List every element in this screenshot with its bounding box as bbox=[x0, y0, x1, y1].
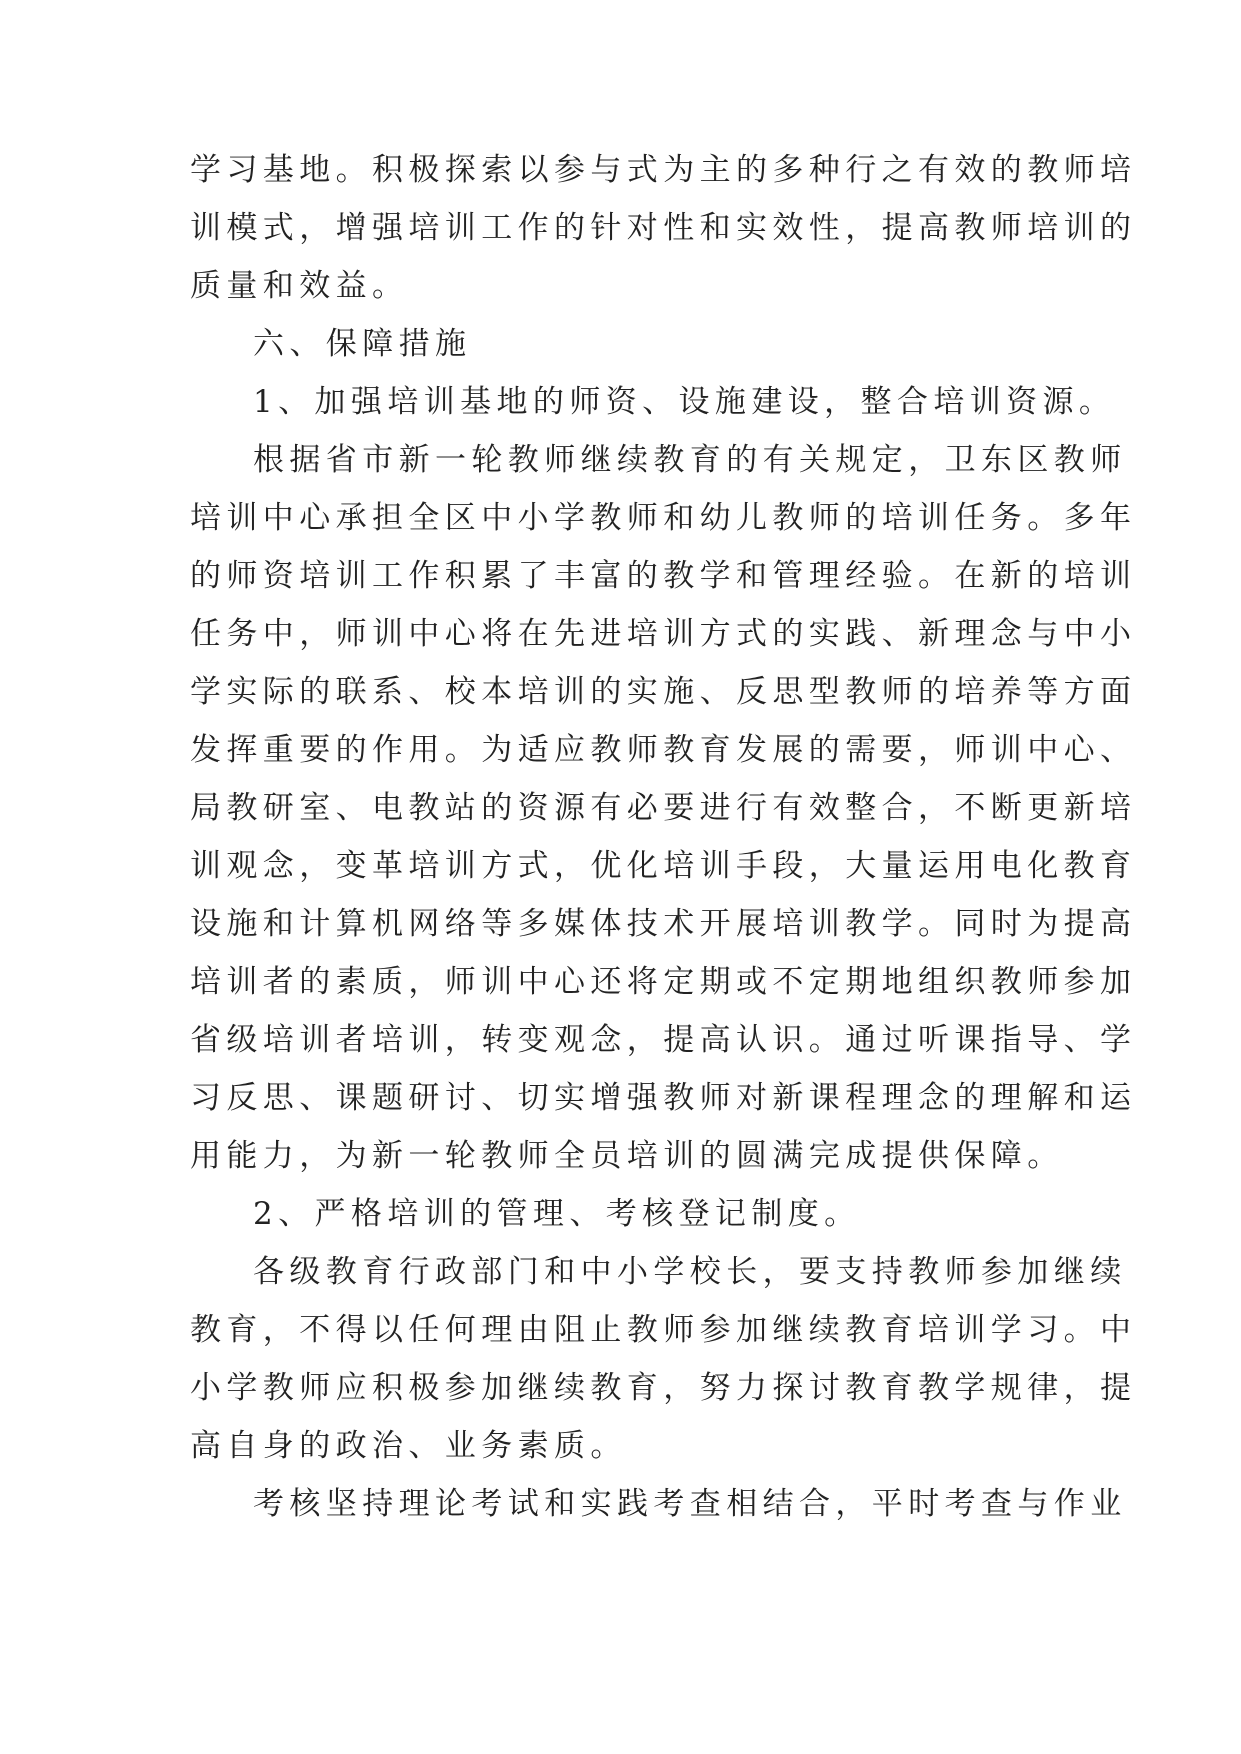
text-line: 用能力，为新一轮教师全员培训的圆满完成提供保障。 bbox=[190, 1138, 1064, 1174]
section-heading: 六、保障措施 bbox=[253, 326, 472, 362]
text-line: 的师资培训工作积累了丰富的教学和管理经验。在新的培训 bbox=[190, 558, 1137, 594]
text-line: 小学教师应积极参加继续教育，努力探讨教育教学规律，提 bbox=[190, 1370, 1137, 1406]
text-line: 训模式，增强培训工作的针对性和实效性，提高教师培训的 bbox=[190, 210, 1137, 246]
subsection-heading: 1、加强培训基地的师资、设施建设，整合培训资源。 bbox=[253, 384, 1116, 420]
text-line: 高自身的政治、业务素质。 bbox=[190, 1428, 627, 1464]
text-line: 根据省市新一轮教师继续教育的有关规定，卫东区教师 bbox=[253, 442, 1127, 478]
text-line: 质量和效益。 bbox=[190, 268, 409, 304]
text-line: 学实际的联系、校本培训的实施、反思型教师的培养等方面 bbox=[190, 674, 1137, 710]
text-line: 训观念，变革培训方式，优化培训手段，大量运用电化教育 bbox=[190, 848, 1137, 884]
text-line: 培训者的素质，师训中心还将定期或不定期地组织教师参加 bbox=[190, 964, 1137, 1000]
text-line: 发挥重要的作用。为适应教师教育发展的需要，师训中心、 bbox=[190, 732, 1137, 768]
text-line: 学习基地。积极探索以参与式为主的多种行之有效的教师培 bbox=[190, 152, 1137, 188]
text-line: 习反思、课题研讨、切实增强教师对新课程理念的理解和运 bbox=[190, 1080, 1137, 1116]
text-line: 设施和计算机网络等多媒体技术开展培训教学。同时为提高 bbox=[190, 906, 1137, 942]
text-line: 各级教育行政部门和中小学校长，要支持教师参加继续 bbox=[253, 1254, 1127, 1290]
text-line: 省级培训者培训，转变观念，提高认识。通过听课指导、学 bbox=[190, 1022, 1137, 1058]
text-line: 任务中，师训中心将在先进培训方式的实践、新理念与中小 bbox=[190, 616, 1137, 652]
text-line: 考核坚持理论考试和实践考查相结合，平时考查与作业 bbox=[253, 1486, 1127, 1522]
subsection-heading: 2、严格培训的管理、考核登记制度。 bbox=[253, 1196, 861, 1232]
text-line: 局教研室、电教站的资源有必要进行有效整合，不断更新培 bbox=[190, 790, 1137, 826]
text-line: 培训中心承担全区中小学教师和幼儿教师的培训任务。多年 bbox=[190, 500, 1137, 536]
text-line: 教育，不得以任何理由阻止教师参加继续教育培训学习。中 bbox=[190, 1312, 1137, 1348]
